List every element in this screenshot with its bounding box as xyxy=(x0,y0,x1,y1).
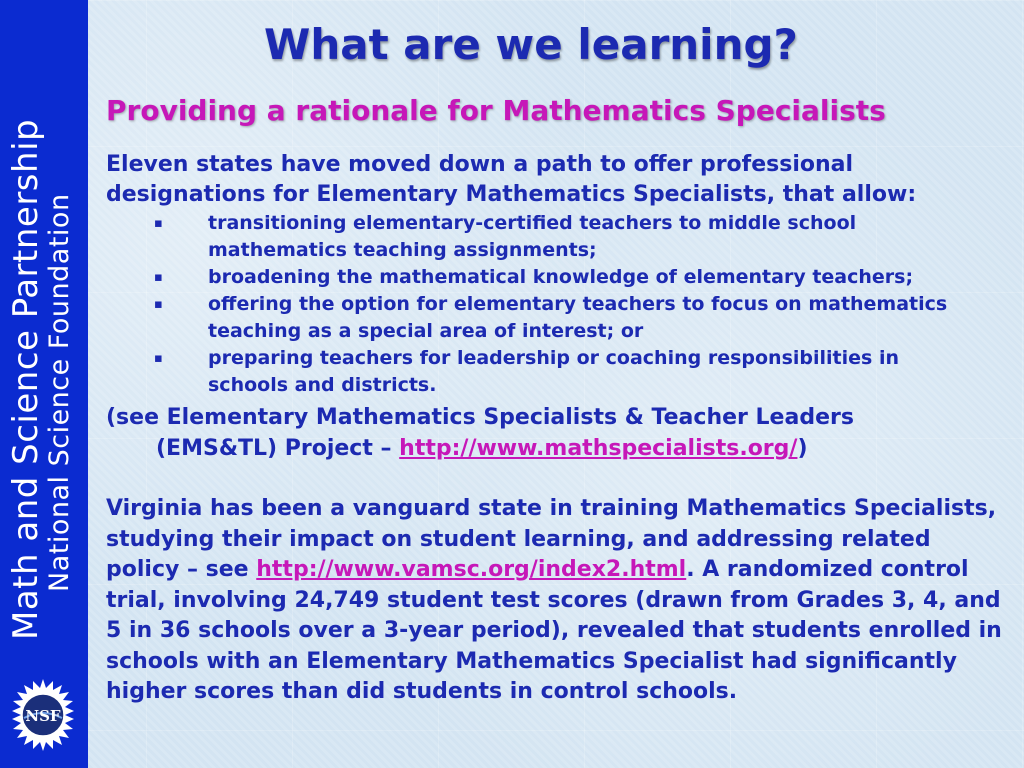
virginia-paragraph xyxy=(106,494,1006,708)
nsf-logo-icon xyxy=(6,678,80,752)
bullet-text: offering the option for elementary teachers to focus on mathematics teaching as a special area of interest; or xyxy=(208,293,948,342)
sidebar-text-area xyxy=(0,0,88,660)
bullet-marker-icon: ▪ xyxy=(154,216,163,231)
bullet-text: preparing teachers for leadership or coaching responsibilities in schools and districts. xyxy=(208,347,899,396)
bullet-marker-icon: ▪ xyxy=(154,270,163,285)
see-note xyxy=(106,402,996,464)
sidebar xyxy=(0,0,88,768)
see-note-prefix: (EMS&TL) Project – xyxy=(156,436,400,461)
see-note-line1: (see Elementary Mathematics Specialists & Teacher Leaders xyxy=(106,405,854,430)
slide-subtitle: Providing a rationale for Mathematics Specialists xyxy=(106,94,886,127)
bullet-text: broadening the mathematical knowledge of elementary teachers; xyxy=(208,266,914,288)
mathspecialists-link[interactable]: http://www.mathspecialists.org/ xyxy=(399,436,798,461)
bullet-list xyxy=(104,210,984,399)
sidebar-title: Math and Science Partnership xyxy=(6,118,46,640)
bullet-text: transitioning elementary-certified teachers to middle school mathematics teaching assignments; xyxy=(208,212,857,261)
see-note-line2 xyxy=(106,433,996,464)
list-item xyxy=(104,345,984,399)
vamsc-link[interactable]: http://www.vamsc.org/index2.html xyxy=(256,557,687,582)
virginia-text-after: . A randomized control trial, involving 24,749 student test scores (drawn from Grades 3, 4, and 5 in 36 schools over a 3-year period), revealed that students enrolled in schools with an Elementary Mathematics Specialist had significantly higher scores than did students in control schools. xyxy=(106,557,1002,704)
bullet-marker-icon: ▪ xyxy=(154,351,163,366)
virginia-text-before: Virginia has been a vanguard state in training Mathematics Specialists, studying their impact on student learning, and addressing related policy – see xyxy=(106,496,997,582)
nsf-logo-text: NSF xyxy=(25,707,61,725)
list-item xyxy=(104,291,984,345)
intro-paragraph: Eleven states have moved down a path to offer professional designations for Elementary Mathematics Specialists, that allow: xyxy=(106,152,917,207)
bullet-marker-icon: ▪ xyxy=(154,297,163,312)
list-item xyxy=(104,264,984,291)
sidebar-subtitle: National Science Foundation xyxy=(44,193,75,592)
see-note-suffix: ) xyxy=(797,436,808,461)
list-item xyxy=(104,210,984,264)
page-title: What are we learning? xyxy=(264,20,798,69)
